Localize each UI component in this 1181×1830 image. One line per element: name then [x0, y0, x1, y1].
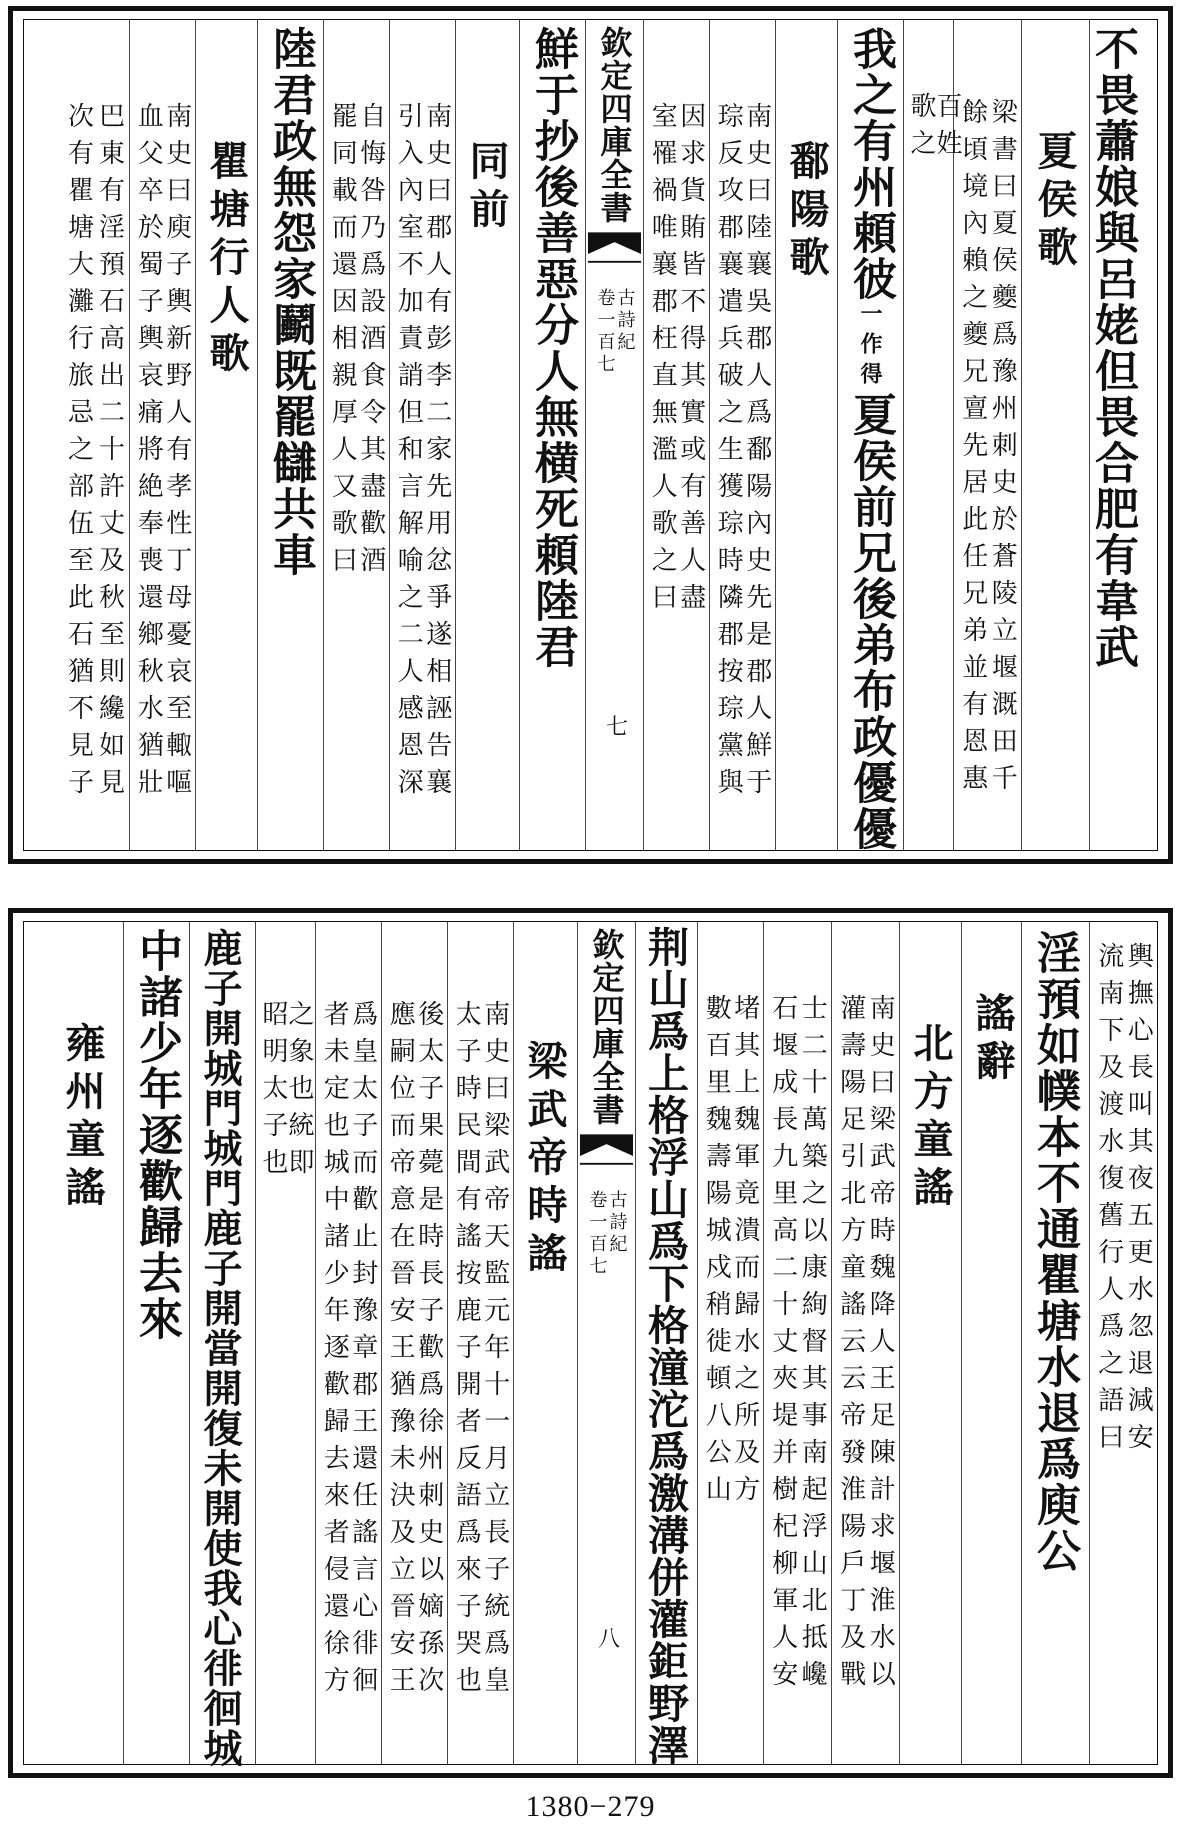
fold-meta: 卷一百七: [586, 1190, 608, 1278]
fishtail-mark: [578, 1134, 635, 1172]
fold-meta: 卷一百七: [594, 288, 616, 376]
note-line: 南史曰陸襄吳郡人爲鄱陽內史先是郡人鮮于: [741, 102, 772, 805]
title-column: [961, 922, 1021, 1764]
note-column: [447, 922, 513, 1764]
title-column: [775, 20, 837, 850]
title-column: [48, 922, 123, 1764]
note-line: 石堰成長九里高二十丈夾堤并樹杞柳軍人安: [767, 994, 798, 1697]
verse-text-part: 我之有州頼彼: [845, 26, 896, 302]
verse-text: 淫預如幞本不通瞿塘水退爲庾公: [1029, 930, 1080, 1574]
verse-column: [519, 20, 585, 850]
note-line: 室罹禍唯襄郡枉直無濫人歌之曰: [647, 102, 678, 620]
poem-title: 同前: [463, 140, 510, 236]
note-line: 次有瞿塘大灘行旅忌之部伍至此石猶不見子: [63, 102, 94, 805]
title-column: [195, 20, 257, 850]
title-column: [899, 922, 961, 1764]
verse-column: [1021, 922, 1089, 1764]
poem-title: 鄱陽歌: [783, 140, 830, 284]
title-column: [455, 20, 519, 850]
poem-title: 瞿塘行人歌: [203, 140, 250, 380]
poem-title: 北方童謠: [907, 1022, 954, 1214]
note-line: 後太子果薨是時長子歡爲徐州刺史以嫡孫次: [413, 1000, 444, 1703]
note-column: [903, 20, 962, 850]
note-line: 數百里魏壽陽城戍稍徙頓八公山: [701, 994, 732, 1512]
note-line: 士二十萬築之以康絢督其事南起浮山北抵巉: [797, 994, 828, 1697]
verse-text: 荆山爲上格浮山爲下格潼沱爲激溝併灌鉅野澤: [641, 926, 689, 1766]
poem-title: 梁武帝時謠: [521, 1040, 568, 1280]
note-column: [953, 20, 1021, 850]
note-line: 南史曰梁武帝天監元年十一月立長子統爲皇: [479, 1000, 510, 1703]
verse-column: [123, 922, 189, 1764]
note-column: [643, 20, 709, 850]
fold-meta: 古詩紀: [606, 1190, 628, 1256]
top-columns: [24, 20, 1157, 850]
note-column: [59, 20, 129, 850]
note-line: 罷同載而還因相親厚人又歌曰: [327, 102, 358, 583]
verse-text: 鹿子開城門城門鹿子開當開復未開使我心徘徊城: [197, 928, 243, 1768]
note-line: 太子時民間有謠按鹿子開者反語爲來子哭也: [451, 1000, 482, 1703]
note-line: 南史曰庾子輿新野人有孝性丁母憂哀至輙嘔: [161, 102, 192, 805]
verse-text: 不畏蕭娘與呂姥但畏合肥有韋武: [1087, 26, 1138, 670]
poem-title: 夏侯歌: [1031, 130, 1078, 274]
page-caption: 1380−279: [525, 1790, 656, 1823]
note-line: 南史曰郡人有彭李二家先用忿爭遂相誣告襄: [421, 102, 452, 805]
verse-column: [1089, 20, 1157, 850]
note-column: [389, 20, 455, 850]
note-line: 應嗣位而帝意在晉安王猶豫未決及立晉安王: [385, 1000, 416, 1703]
top-page: [8, 6, 1173, 864]
note-column: [381, 922, 447, 1764]
note-line: 流南下及渡水復舊行人爲之語曰: [1093, 942, 1124, 1460]
note-column: [709, 20, 775, 850]
page-number: 八: [598, 1627, 621, 1652]
variant-annotation: 一作得: [857, 302, 883, 392]
note-line: 南史曰梁武帝時魏降人王足陳計求堰淮水以: [865, 994, 896, 1697]
verse-column: [837, 20, 903, 850]
note-line: 爲皇太子而歡止封豫章郡王還任謠言心徘徊: [347, 1000, 378, 1703]
verse-text-part: 夏侯前兄後弟布政優優: [845, 392, 896, 852]
note-line: 之象也統即: [284, 1000, 314, 1185]
fold-column: [585, 20, 643, 850]
note-column: [763, 922, 831, 1764]
verse-text: 鮮于抄後善惡分人無横死頼陸君: [527, 26, 578, 670]
note-line: 餘頃境內賴之夔兄亶先居此任兄弟並有恩惠: [957, 98, 988, 801]
book-title: 欽定四庫全書: [595, 26, 634, 224]
note-column: [1089, 922, 1157, 1764]
note-column: [831, 922, 899, 1764]
top-page-frame: [23, 19, 1158, 851]
poem-title: 雍州童謠: [59, 1022, 106, 1214]
note-line: 因求貨賄皆不得其實或有善人盡: [675, 102, 706, 620]
verse-text: 陸君政無怨家鬬既罷讎共車: [265, 26, 316, 578]
note-line: 琮反攻郡襄遣兵破之生獲琮時隣郡按琮黨與: [713, 102, 744, 805]
verse-column: [635, 922, 697, 1764]
note-column: [323, 20, 389, 850]
note-column: [255, 922, 315, 1764]
section-title: 謠辭: [969, 992, 1016, 1088]
fold-column: [577, 922, 635, 1764]
note-column: [697, 922, 763, 1764]
title-column: [1021, 20, 1089, 850]
note-line: 輿撫心長叫其夜五更水忽退減安: [1123, 942, 1154, 1460]
verse-column: [189, 922, 255, 1768]
verse-text: 中諸少年逐歡歸去來: [131, 928, 182, 1342]
note-line: 血父卒於蜀子輿哀痛將絶奉喪還鄉秋水猶壯: [133, 102, 164, 805]
verse-column: [257, 20, 323, 850]
note-line: 梁書曰夏侯夔爲豫州刺史於蒼陵立堰溉田千: [987, 98, 1018, 801]
verse-text: [845, 20, 896, 852]
note-line: 巴東有淫預石高出二十許丈及秋至則纔如見: [94, 102, 125, 805]
note-line: 者未定也城中諸少年逐歡歸去來者侵還徐方: [319, 1000, 350, 1703]
fishtail-mark: [586, 232, 643, 270]
title-column: [513, 922, 577, 1764]
note-line: 堵其上魏軍竟潰而歸水之所及方: [729, 994, 760, 1512]
bottom-columns: [24, 922, 1157, 1768]
note-line: 百姓: [932, 92, 962, 166]
page-number: 七: [606, 715, 629, 740]
note-column: [315, 922, 381, 1764]
bottom-page: [8, 908, 1173, 1778]
bottom-page-frame: [23, 921, 1158, 1768]
note-column: [129, 20, 195, 850]
note-line: 自悔咎乃爲設酒食令其盡歡酒: [355, 102, 386, 583]
note-line: 歌之: [906, 92, 936, 166]
note-line: 灌壽陽足引北方童謠云云帝發淮陽戶丁及戰: [835, 994, 866, 1697]
fold-meta: 古詩紀: [614, 288, 636, 354]
note-line: 引入內室不加責誚但和言解喻之二人感恩深: [393, 102, 424, 805]
note-line: 昭明太子也: [258, 1000, 288, 1185]
book-title: 欽定四庫全書: [587, 928, 626, 1126]
